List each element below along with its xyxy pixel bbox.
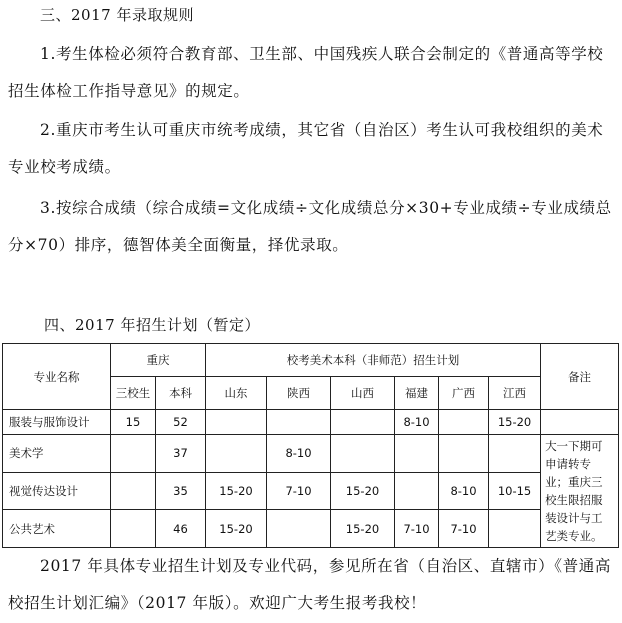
table-row <box>3 472 619 510</box>
table-cell <box>111 472 156 510</box>
rule-2-text: 2.重庆市考生认可重庆市统考成绩，其它省（自治区）考生认可我校组织的美术专业校考成绩。 <box>8 121 604 176</box>
rule-1-text: 1.考生体检必须符合教育部、卫生部、中国残疾人联合会制定的《普通高等学校招生体检工作指导意见》的规定。 <box>8 45 604 100</box>
table-cell <box>111 510 156 548</box>
enrollment-plan-table <box>2 343 619 548</box>
table-cell <box>206 435 267 473</box>
table-cell: 15-20 <box>206 472 267 510</box>
header-note: 备注 <box>541 344 619 410</box>
closing-paragraph <box>8 548 614 622</box>
table-cell-empty <box>541 410 619 435</box>
table-cell: 8-10 <box>439 472 489 510</box>
header-sub: 陕西 <box>267 377 331 410</box>
header-chongqing: 重庆 <box>111 344 206 377</box>
table-cell: 35 <box>156 472 206 510</box>
table-cell <box>267 510 331 548</box>
header-school-exam: 校考美术本科（非师范）招生计划 <box>206 344 541 377</box>
table-row <box>3 510 619 548</box>
table-cell <box>395 435 439 473</box>
rule-2 <box>8 112 614 186</box>
header-sub: 广西 <box>439 377 489 410</box>
table-cell <box>111 435 156 473</box>
table-cell <box>439 410 489 435</box>
header-major: 专业名称 <box>3 344 111 410</box>
table-cell: 15 <box>111 410 156 435</box>
table-cell: 10-15 <box>489 472 541 510</box>
table-cell <box>395 472 439 510</box>
table-cell <box>331 410 395 435</box>
section-3-heading: 三、2017 年录取规则 <box>40 6 194 24</box>
table-cell <box>206 410 267 435</box>
table-cell: 7-10 <box>395 510 439 548</box>
header-sub: 山西 <box>331 377 395 410</box>
table-header-row-1 <box>3 344 619 377</box>
major-name: 视觉传达设计 <box>3 472 111 510</box>
table-cell <box>489 435 541 473</box>
table-cell <box>489 510 541 548</box>
header-sub: 福建 <box>395 377 439 410</box>
header-sub: 山东 <box>206 377 267 410</box>
table-row <box>3 435 619 473</box>
table-cell: 8-10 <box>395 410 439 435</box>
header-sub: 三校生 <box>111 377 156 410</box>
table-cell: 37 <box>156 435 206 473</box>
major-name: 公共艺术 <box>3 510 111 548</box>
remark-note: 大一下期可申请转专业；重庆三校生限招服装设计与工艺类专业。 <box>541 435 619 548</box>
table-cell <box>331 435 395 473</box>
closing-text: 2017 年具体专业招生计划及专业代码，参见所在省（自治区、直辖市）《普通高校招生计划汇编》（2017 年版）。欢迎广大考生报考我校！ <box>8 557 611 612</box>
major-name: 服装与服饰设计 <box>3 410 111 435</box>
rule-3 <box>8 190 614 264</box>
table-cell: 7-10 <box>267 472 331 510</box>
table-cell: 15-20 <box>206 510 267 548</box>
section-4-heading: 四、2017 年招生计划（暂定） <box>44 316 260 334</box>
rule-1 <box>8 36 614 110</box>
table-cell: 15-20 <box>489 410 541 435</box>
header-sub: 江西 <box>489 377 541 410</box>
table-cell <box>439 435 489 473</box>
table-cell: 15-20 <box>331 510 395 548</box>
table-cell: 52 <box>156 410 206 435</box>
rule-3-text: 3.按综合成绩（综合成绩=文化成绩÷文化成绩总分×30+专业成绩÷专业成绩总分×70）排序，德智体美全面衡量，择优录取。 <box>8 199 612 254</box>
table-row <box>3 410 619 435</box>
header-sub: 本科 <box>156 377 206 410</box>
major-name: 美术学 <box>3 435 111 473</box>
table-cell: 15-20 <box>331 472 395 510</box>
table-cell: 46 <box>156 510 206 548</box>
table-cell: 7-10 <box>439 510 489 548</box>
table-cell <box>267 410 331 435</box>
table-cell: 8-10 <box>267 435 331 473</box>
